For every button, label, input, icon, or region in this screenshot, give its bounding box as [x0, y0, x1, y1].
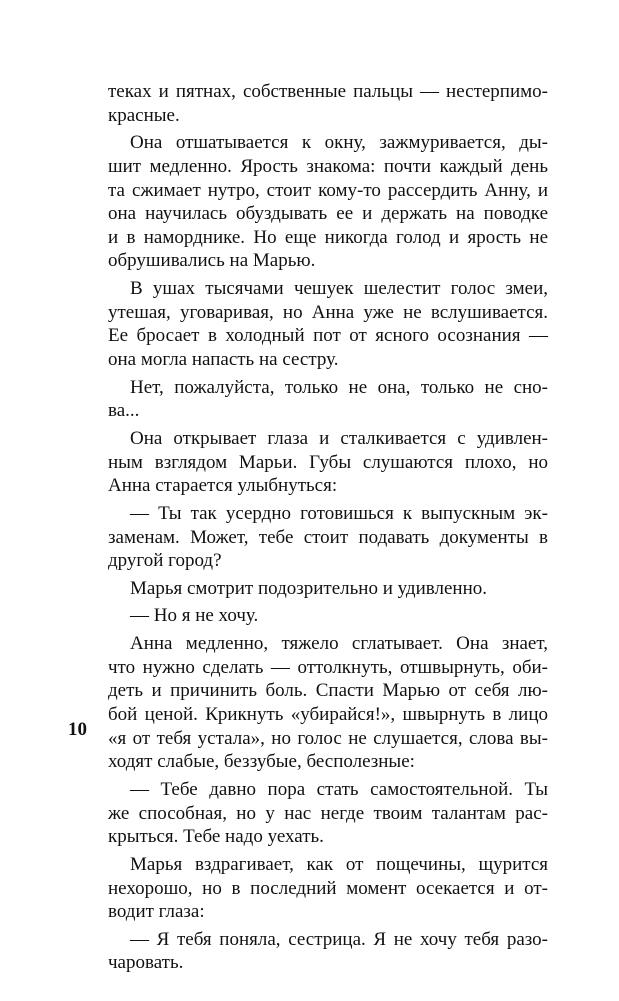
body-text — [108, 80, 548, 975]
text-line: деть и причинить боль. Спасти Марью от себя лю- — [108, 680, 548, 702]
text-line: «я от тебя устала», но голос не слушается, слова вы- — [108, 727, 548, 749]
text-line: Анна медленно, тяжело сглатывает. Она знает, — [130, 633, 548, 655]
text-line: Она открывает глаза и сталкивается с удивлен- — [130, 427, 548, 449]
text-line: ным взглядом Марьи. Губы слушаются плохо, но — [108, 451, 548, 473]
text-line: та сжимает нутро, стоит кому-то рассердить Анну, и — [108, 179, 548, 201]
text-line: — Но я не хочу. — [130, 605, 259, 627]
text-line: ва... — [108, 400, 140, 422]
text-line: Марья вздрагивает, как от пощечины, щурится — [130, 853, 548, 875]
text-line: чаровать. — [108, 952, 184, 974]
text-line: красные. — [108, 104, 180, 126]
text-line: бой ценой. Крикнуть «убирайся!», швырнуть в лицо — [108, 704, 548, 726]
text-line: нехорошо, но в последний момент осекается и от- — [108, 877, 548, 899]
text-line: утешая, уговаривая, но Анна уже не вслушивается. — [108, 301, 548, 323]
text-line: она могла напасть на сестру. — [108, 349, 339, 371]
text-line: Марья смотрит подозрительно и удивленно. — [130, 577, 487, 599]
text-line: Ее бросает в холодный пот от ясного осознания — — [108, 325, 548, 347]
text-line: заменам. Может, тебе стоит подавать документы в — [108, 526, 548, 548]
text-line: что нужно сделать — оттолкнуть, отшвырнуть, оби- — [108, 656, 548, 678]
text-line: теках и пятнах, собственные пальцы — нестерпимо- — [108, 81, 548, 102]
text-line: крыться. Тебе надо уехать. — [108, 826, 324, 848]
text-line: В ушах тысячами чешуек шелестит голос змеи, — [130, 278, 548, 300]
text-line: водит глаза: — [108, 901, 205, 923]
text-line: обрушивались на Марью. — [108, 250, 316, 272]
text-line: Анна старается улыбнуться: — [108, 475, 338, 497]
text-line: шит медленно. Ярость знакома: почти каждый день — [108, 155, 548, 177]
text-line: — Я тебя поняла, сестрица. Я не хочу тебя разо- — [130, 928, 548, 950]
text-line: — Ты так усердно готовишься к выпускным эк- — [130, 502, 548, 524]
text-line: же способная, но у нас негде твоим талантам рас- — [108, 802, 548, 824]
page-number: 10 — [68, 719, 87, 740]
text-line: она научилась обуздывать ее и держать на поводке — [108, 203, 548, 225]
text-line: Она отшатывается к окну, зажмуривается, ды- — [130, 132, 548, 154]
text-line: Нет, пожалуйста, только не она, только не сно- — [130, 376, 548, 398]
text-line: другой город? — [108, 550, 222, 572]
text-line: ходят слабые, беззубые, бесполезные: — [108, 751, 415, 773]
text-line: и в наморднике. Но еще никогда голод и ярость не — [108, 226, 548, 248]
text-line: — Тебе давно пора стать самостоятельной. Ты — [130, 778, 548, 800]
